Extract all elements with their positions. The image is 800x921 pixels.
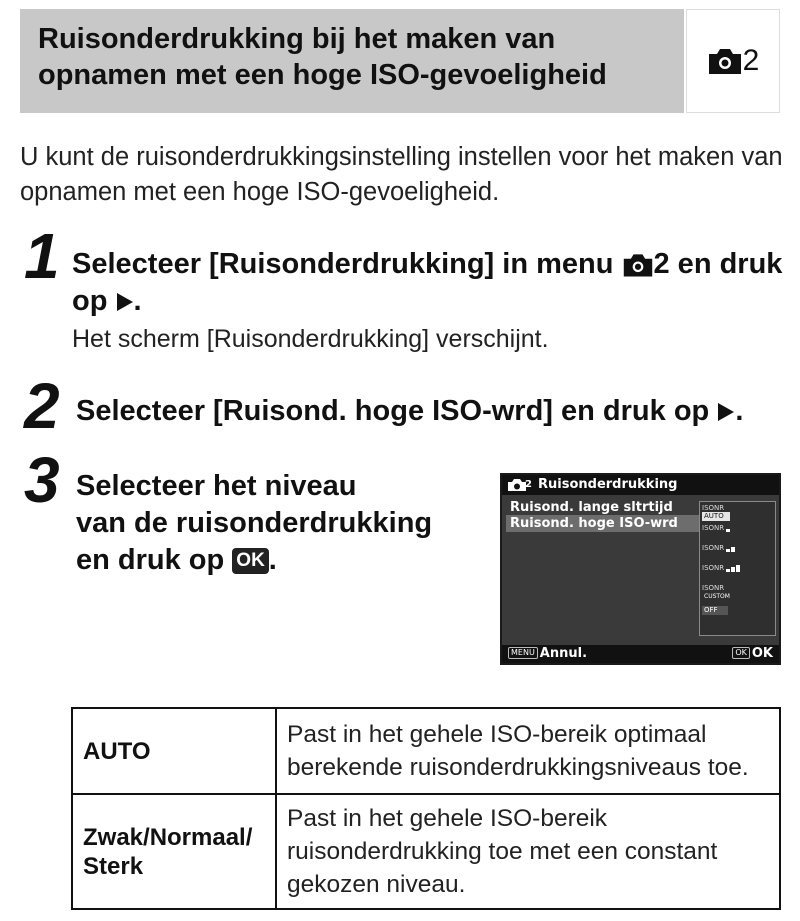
screen-title-bar [502, 475, 779, 495]
level-bars-icon [726, 544, 736, 552]
page-title: Ruisonderdrukking bij het maken van opnamen met een hoge ISO-gevoeligheid [38, 23, 607, 91]
screen-option [702, 524, 762, 542]
screen-tab-number: 2 [525, 479, 532, 490]
screen-title: Ruisonderdrukking [538, 477, 678, 492]
step-heading-text: 2 en druk [653, 248, 783, 280]
ok-label: OK [751, 646, 773, 661]
table-row [73, 795, 779, 908]
options-table [71, 707, 781, 910]
camera-icon [707, 47, 743, 75]
table-cell-text: Past in het gehele ISO-bereik optimaal berekende ruisonderdrukkingsniveaus toe. [287, 721, 749, 781]
step-heading-text: Selecteer [Ruisond. hoge ISO-wrd] en druk op [76, 395, 718, 427]
table-cell-text: Past in het gehele ISO-bereik ruisonderdrukking toe met een constant gekozen niveau. [287, 805, 718, 898]
menu-badge [686, 9, 780, 113]
step-heading-text: . [133, 285, 142, 317]
level-bars-icon [726, 564, 741, 572]
step-heading [76, 393, 786, 430]
camera-icon [622, 252, 654, 278]
step-subtext: Het scherm [Ruisonderdrukking] verschijnt. [72, 325, 549, 353]
screen-footer [502, 645, 779, 663]
step-heading-text: van de ruisonderdrukking [76, 507, 433, 539]
screen-option-value: CUSTOM [704, 593, 730, 600]
step-number: 3 [24, 444, 60, 516]
level-bars-icon [726, 524, 731, 532]
screen-option-label: ISONR [702, 584, 725, 592]
intro-text: U kunt de ruisonderdrukkingsinstelling instellen voor het maken van opnamen met een hoge ISO-gevoeligheid. [20, 143, 783, 206]
screen-option-label: ISONR [702, 544, 725, 552]
table-row [73, 709, 779, 795]
camera-screen [500, 473, 781, 665]
step-heading-text: Selecteer het niveau [76, 470, 357, 502]
menu-key-icon: MENU [508, 647, 538, 659]
section-header [20, 9, 684, 113]
badge-number: 2 [742, 44, 760, 77]
screen-footer-left [508, 645, 587, 663]
step-heading-text: . [735, 395, 744, 427]
step-heading [76, 468, 476, 579]
step-heading-text: en druk op [76, 544, 233, 576]
screen-option-list [699, 501, 776, 636]
screen-option-label: ISONR [702, 524, 725, 532]
step-heading [72, 246, 792, 320]
table-cell-label: AUTO [73, 709, 277, 793]
table-cell-label: Zwak/Normaal/ Sterk [73, 795, 277, 908]
screen-footer-right [732, 645, 773, 663]
screen-menu-item-selected: Ruisond. hoge ISO-wrd [510, 516, 678, 531]
step-number: 2 [24, 370, 60, 442]
ok-key-icon: OK [732, 647, 750, 659]
screen-option [702, 504, 762, 522]
screen-option-label: ISONR [702, 504, 725, 512]
ok-button-icon: OK [232, 548, 269, 574]
screen-menu-item: Ruisond. lange sltrtijd [510, 500, 673, 515]
step-heading-text: Selecteer [Ruisonderdrukking] in menu [72, 248, 622, 280]
screen-option [702, 606, 762, 624]
screen-option-value: AUTO [702, 512, 730, 521]
right-arrow-icon [717, 402, 735, 422]
screen-option-label: ISONR [702, 564, 725, 572]
step-heading-text: op [72, 285, 116, 317]
step-heading-text: . [268, 544, 277, 576]
screen-option-value: OFF [702, 606, 728, 615]
screen-option [702, 544, 762, 562]
screen-option [702, 564, 762, 582]
right-arrow-icon [116, 292, 134, 312]
step-number: 1 [24, 220, 60, 292]
screen-option [702, 584, 762, 602]
cancel-label: Annul. [539, 646, 588, 661]
